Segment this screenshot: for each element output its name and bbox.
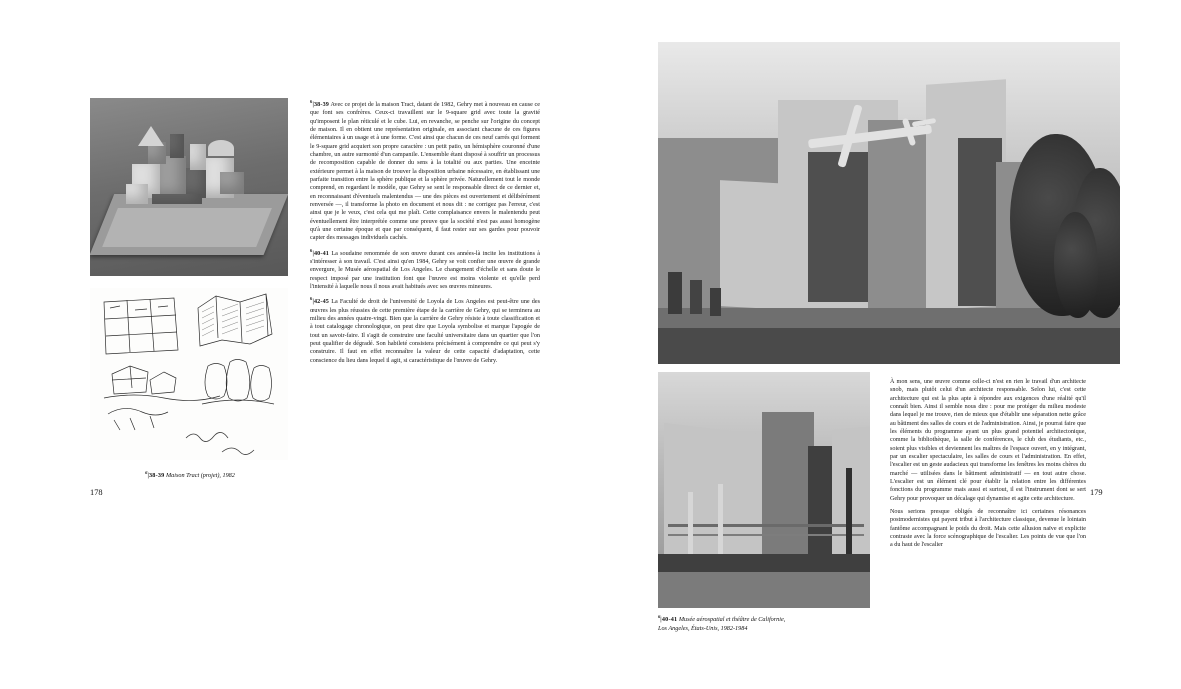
model-block	[190, 144, 206, 170]
caption-line-1: Musée aérospatial et théâtre de Californie,	[678, 616, 786, 624]
figure-sketches	[90, 288, 288, 460]
model-wall	[152, 194, 202, 204]
caption-reference: |40-41	[660, 616, 678, 624]
right-page	[590, 0, 1181, 689]
caption-figure-maison-tract	[94, 470, 286, 481]
paragraph-reference: $^6$|42-45	[310, 296, 330, 306]
railing	[668, 524, 864, 527]
figure-aerospace-museum	[658, 42, 1120, 364]
window-slot	[688, 492, 693, 554]
figure-building-detail	[658, 372, 870, 608]
paragraph	[310, 296, 540, 365]
paragraph	[890, 378, 1086, 503]
left-page	[0, 0, 590, 689]
right-text-column	[890, 378, 1086, 550]
window-slot-dark	[846, 468, 852, 554]
model-block	[220, 172, 244, 194]
paragraph-text: La soudaine renommée de son œuvre durant ces années-là incite les institutions à s'intéresser à son travail. C'est ainsi qu'en 1984, Gehry se voit confier une œuvre de grande envergure, le Musée aérospatial de Los Angeles. Le changement d'échelle et sans doute le respect imposé par une institution font que l'œuvre est moins violente et qu'elle perd l'intensité à laquelle nous il nous avait habitués avec ses œuvres mineures.	[310, 250, 540, 290]
paragraph-reference: $^6$|38-39	[310, 99, 330, 109]
caption-line-2: Los Angeles, États-Unis, 1982-1984	[658, 625, 748, 633]
model-cone	[138, 126, 164, 146]
caption-text: Maison Tract (projet), 1982	[165, 472, 235, 480]
caption-superscript: 6	[145, 470, 148, 475]
tree	[1054, 212, 1098, 318]
paragraph-text: La Faculté de droit de l'université de Loyola de Los Angeles est peut-être une des œuvres les plus réussies de cette première étape de la carrière de Gehry, qui se terminera au milieu des années quatre-vingt. Bien que la carrière de Gehry résiste à toute classification et à tout catalogage chronologique, on peut dire que Loyola symbolise et marque l'apogée de tout un savoir-faire. Il s'agit de construire une faculté universitaire dans un quartier que l'on peut qualifier de dégradé. Son habileté consistera précisément à comprendre ce qui peut s'y construire. Il faut en effet reconnaître la valeur de cette capacité d'adaptation, cette conscience du lieu dans lequel il agit, si caractéristique de l'œuvre de Gehry.	[310, 299, 540, 364]
paragraph-text: Nous serions presque obligés de reconnaître ici certaines résonances postmodernistes qui payent tribut à l'architecture classique, devenue le lointain fantôme accompagnant le poids du droit. Mais cette allusion naïve et explicite contraste avec la force scénographique de l'escalier. Les points de vue que l'on a du haut de l'escalier	[890, 508, 1086, 549]
caption-reference: |38-39	[147, 472, 165, 480]
photo-foreground	[658, 572, 870, 608]
model-base-plate-inner	[102, 208, 272, 247]
signature-2	[222, 448, 254, 455]
left-text-column	[310, 99, 540, 365]
paragraph	[310, 248, 540, 292]
paragraph-reference: $^6$|40-41	[310, 247, 330, 257]
caption-figure-aerospace	[658, 614, 870, 634]
paragraph-text: À mon sens, une œuvre comme celle-ci n'est en rien le travail d'un architecte snob, mais plutôt celui d'un architecte responsable. Selon lui, c'est cette architecture qui est la plus apte à répondre aux exigences d'une réalité qu'il connaît bien. Ainsi il semble nous dire : pour me protéger du milieu modeste dans lequel je me trouve, rien de mieux que d'établir une séparation nette grâce au bâtiment des salles de cours et de l'administration. Ainsi, je pourrai faire que les éléments du programme ayant un plus grand potentiel architectonique, comme la bibliothèque, la salle de conférences, le club des étudiants, etc., soient plus visibles et deviennent les maîtres de l'espace ouvert, en y intégrant, par un escalier spectaculaire, les salles de cours et l'administration. En effet, l'escalier est un geste audacieux qui transforme les fenêtres les moins chères du marché — utilisées dans le bâtiment administratif — en tout autre chose. L'escalier est un élément clé pour établir la relation entre les différentes fonctions du programme mais aussi et surtout, il est l'instrument dont se sert Gehry pour provoquer un décalage qui dynamise et agite cette architecture.	[890, 379, 1086, 502]
model-dome	[208, 140, 234, 156]
sketch-drawings	[90, 288, 288, 460]
paragraph	[890, 508, 1086, 550]
figure-maison-tract-model	[90, 98, 288, 276]
folio-right: 179	[1090, 488, 1103, 497]
model-block	[126, 184, 148, 204]
building-base	[658, 554, 870, 574]
cypress	[710, 288, 721, 316]
paragraph-text: Avec ce projet de la maison Tract, datant de 1982, Gehry met à nouveau en cause ce que font ses confrères. Ceux-ci travaillent sur le 9-square grid avec toute la gravité qu'imposent le plan réticulé et le cube. Lui, en revanche, se penche sur l'origine du concept de maison. Il en obtient une représentation originale, en associant chacune de ces figures élémentaires à un usage et à une forme. C'est ainsi que chacun de ces neuf carrés qui forment le 9-square grid acquiert son propre caractère : un petit patio, un hémisphère couronné d'une chambre, un autre surmonté d'un campanile. L'ensemble étant disposé à souffrir un processus de recomposition capable de donner du sens à la totalité ou aux parties. Une enceinte extérieure permet à la maison de trouver la disposition urbaine nécessaire, en établissant une parfaite transition entre la sphère publique et la sphère privée. Naturellement tout le monde comprend, en regardant le modèle, que Gehry se sent le responsable direct de ce dernier et, en reconnaissant d'éventuels malentendus — une des pièces est ouvertement et délibérément renversée —, il transforme la photo en document et nous dit : ne corrigez pas l'erreur, c'est ainsi que je le veux, c'est cela qui me plaît. Cette complaisance envers le malentendu peut éventuellement être interprétée comme une preuve que la société n'est pas aussi homogène qu'à une certaine époque et que par conséquent, il faut rester sur ses gardes pour pouvoir capter des messages individuels cachés.	[310, 102, 540, 242]
caption-superscript: 6	[658, 614, 661, 619]
paragraph	[310, 99, 540, 243]
railing	[668, 534, 864, 536]
window-slot	[718, 484, 723, 554]
folio-left: 178	[90, 488, 103, 497]
model-tower	[170, 134, 184, 158]
cypress	[668, 272, 682, 314]
cypress	[690, 280, 702, 314]
mounted-airplane	[794, 98, 944, 178]
building-mass	[720, 180, 790, 310]
signature-1	[186, 432, 228, 441]
photo-foreground-shadow	[658, 328, 1120, 364]
